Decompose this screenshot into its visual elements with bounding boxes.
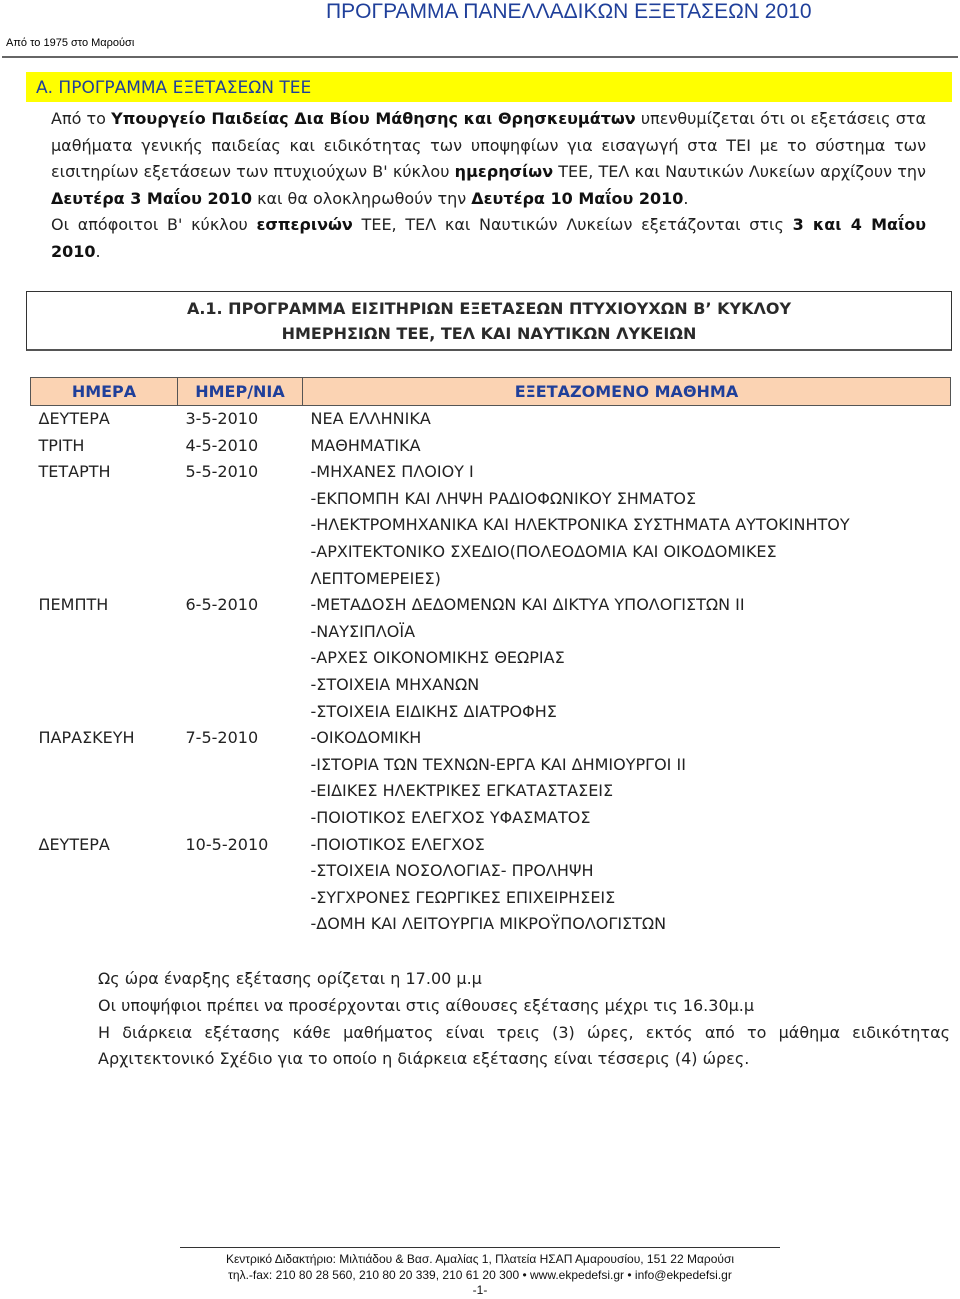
footer-divider — [180, 1247, 780, 1248]
row-day: ΔΕΥΤΕΡΑ — [38, 834, 110, 854]
row-day: ΤΕΤΑΡΤΗ — [38, 462, 111, 482]
intro-text — [51, 106, 926, 265]
day-school-term: ημερησίων — [454, 162, 554, 181]
subject-item: -ΣΤΟΙΧΕΙΑ ΕΙΔΙΚΗΣ ΔΙΑΤΡΟΦΗΣ — [310, 701, 557, 721]
intro-paragraph-2 — [51, 212, 926, 265]
intro-text-segment: . — [95, 241, 101, 261]
subject-item: -ΣΤΟΙΧΕΙΑ ΜΗΧΑΝΩΝ — [310, 674, 480, 694]
note-duration-exception: Αρχιτεκτονικό Σχέδιο για το οποίο η διάρκεια εξέτασης είναι τέσσερις (4) ώρες. — [98, 1049, 750, 1069]
row-subjects — [303, 433, 951, 460]
intro-text-segment: . — [683, 188, 689, 208]
table-row — [31, 725, 951, 831]
row-day: ΔΕΥΤΕΡΑ — [38, 409, 110, 428]
evening-school-term: εσπερινών — [256, 215, 353, 234]
row-subjects — [303, 406, 951, 433]
document-title: ΠΡΟΓΡΑΜΜΑ ΠΑΝΕΛΛΑΔΙΚΩΝ ΕΞΕΤΑΣΕΩΝ 2010 — [326, 0, 812, 23]
end-date: Δευτέρα 10 Μαΐου 2010 — [471, 188, 684, 208]
table-row — [31, 433, 951, 460]
subject-item: -ΕΙΔΙΚΕΣ ΗΛΕΚΤΡΙΚΕΣ ΕΓΚΑΤΑΣΤΑΣΕΙΣ — [310, 781, 614, 801]
start-date: Δευτέρα 3 Μαΐου 2010 — [51, 188, 252, 208]
section-a1-line-2: ΗΜΕΡΗΣΙΩΝ ΤΕΕ, ΤΕΛ ΚΑΙ ΝΑΥΤΙΚΩΝ ΛΥΚΕΙΩΝ — [281, 324, 697, 343]
row-date: 6-5-2010 — [185, 595, 259, 615]
table-row — [31, 832, 951, 938]
row-date: 4-5-2010 — [185, 435, 259, 455]
column-header-subject: ΕΞΕΤΑΖΟΜΕΝΟ ΜΑΘΗΜΑ — [303, 378, 951, 406]
subject-item: ΛΕΠΤΟΜΕΡΕΙΕΣ) — [310, 568, 441, 588]
column-header-date: ΗΜΕΡ/ΝΙΑ — [178, 378, 303, 406]
table-header-row — [31, 378, 951, 406]
note-arrival-time: Οι υποψήφιοι πρέπει να προσέρχονται στις αίθουσες εξέτασης μέχρι τις 16.30μ.μ — [98, 995, 755, 1015]
note-start-time: Ως ώρα έναρξης εξέτασης ορίζεται η 17.00 μ.μ — [98, 969, 482, 988]
row-subjects — [303, 592, 951, 725]
page-number: -1- — [472, 1283, 488, 1297]
subject-item: -ΙΣΤΟΡΙΑ ΤΩΝ ΤΕΧΝΩΝ-ΕΡΓΑ ΚΑΙ ΔΗΜΙΟΥΡΓΟΙ ΙΙ — [310, 754, 686, 774]
footer-address: Κεντρικό Διδακτήριο: Μιλτιάδου & Βασ. Αμαλίας 1, Πλατεία ΗΣΑΠ Αμαρουσίου, 151 22 Μαρούσι — [225, 1252, 735, 1266]
header-subtitle: Από το 1975 στο Μαρούσι — [6, 37, 135, 49]
row-date: 7-5-2010 — [185, 728, 259, 748]
table-row — [31, 592, 951, 725]
subject-item: -ΣΥΓΧΡΟΝΕΣ ΓΕΩΡΓΙΚΕΣ ΕΠΙΧΕΙΡΗΣΕΙΣ — [310, 887, 616, 907]
intro-text-segment: Οι απόφοιτοι Β' κύκλου — [51, 215, 257, 234]
row-day: ΠΕΜΠΤΗ — [38, 595, 109, 615]
table-row — [31, 459, 951, 592]
row-subjects — [303, 459, 951, 592]
row-day: ΠΑΡΑΣΚΕΥΗ — [38, 728, 135, 748]
page-footer — [0, 1252, 960, 1299]
row-subjects — [303, 832, 951, 938]
section-a1-line-1: Α.1. ΠΡΟΓΡΑΜΜΑ ΕΙΣΙΤΗΡΙΩΝ ΕΞΕΤΑΣΕΩΝ ΠΤΥΧΙΟΥΧΩΝ Β’ ΚΥΚΛΟΥ — [186, 299, 792, 318]
intro-text-segment: και θα ολοκληρωθούν την — [251, 188, 472, 208]
subject-item: -ΑΡΧΙΤΕΚΤΟΝΙΚΟ ΣΧΕΔΙΟ(ΠΟΛΕΟΔΟΜΙΑ ΚΑΙ ΟΙΚΟΔΟΜΙΚΕΣ — [310, 541, 777, 561]
intro-text-segment: Από το — [51, 109, 112, 128]
row-date: 10-5-2010 — [185, 834, 269, 854]
column-header-day: ΗΜΕΡΑ — [31, 378, 178, 406]
subject-item: -ΗΛΕΚΤΡΟΜΗΧΑΝΙΚΑ ΚΑΙ ΗΛΕΚΤΡΟΝΙΚΑ ΣΥΣΤΗΜΑΤΑ ΑΥΤΟΚΙΝΗΤΟΥ — [310, 515, 850, 535]
evening-dates: 3 και 4 Μαΐου 2010 — [51, 215, 927, 261]
subject-item: -ΕΚΠΟΜΠΗ ΚΑΙ ΛΗΨΗ ΡΑΔΙΟΦΩΝΙΚΟΥ ΣΗΜΑΤΟΣ — [310, 488, 697, 508]
table-row — [31, 406, 951, 433]
subject-item: -ΜΕΤΑΔΟΣΗ ΔΕΔΟΜΕΝΩΝ ΚΑΙ ΔΙΚΤΥΑ ΥΠΟΛΟΓΙΣΤΩΝ ΙΙ — [310, 595, 745, 615]
subject-item: ΜΑΘΗΜΑΤΙΚΑ — [310, 435, 421, 455]
section-a1-heading — [26, 291, 952, 351]
subject-item: -ΠΟΙΟΤΙΚΟΣ ΕΛΕΓΧΟΣ ΥΦΑΣΜΑΤΟΣ — [310, 807, 591, 827]
subject-item: -ΜΗΧΑΝΕΣ ΠΛΟΙΟΥ Ι — [310, 462, 474, 482]
header-divider — [2, 56, 958, 58]
exam-schedule-table — [30, 377, 951, 938]
subject-item: -ΔΟΜΗ ΚΑΙ ΛΕΙΤΟΥΡΓΙΑ ΜΙΚΡΟΫΠΟΛΟΓΙΣΤΩΝ — [310, 914, 667, 934]
subject-item: -ΝΑΥΣΙΠΛΟΪΑ — [310, 621, 416, 641]
subject-item: -ΟΙΚΟΔΟΜΙΚΗ — [310, 728, 422, 748]
ministry-name: Υπουργείο Παιδείας Δια Βίου Μάθησης και Θρησκευμάτων — [111, 109, 636, 128]
row-subjects — [303, 725, 951, 831]
intro-text-segment: ΤΕΕ, ΤΕΛ και Ναυτικών Λυκείων αρχίζουν την — [553, 162, 926, 181]
intro-paragraph-1 — [51, 106, 926, 212]
intro-text-segment: υπενθυμίζεται ότι οι εξετάσεις στα μαθήματα γενικής παιδείας και ειδικότητας των υποψηφίων για εισαγωγή στα ΤΕΙ με το σύστημα των εισιτηρίων εξετάσεων των πτυχιούχων Β' κύκλου — [51, 109, 927, 181]
section-a-heading: Α. ΠΡΟΓΡΑΜΜΑ ΕΞΕΤΑΣΕΩΝ ΤΕΕ — [26, 72, 952, 102]
row-day: ΤΡΙΤΗ — [38, 435, 85, 455]
subject-item: -ΠΟΙΟΤΙΚΟΣ ΕΛΕΓΧΟΣ — [310, 834, 485, 854]
row-date: 5-5-2010 — [185, 462, 259, 482]
subject-item: -ΣΤΟΙΧΕΙΑ ΝΟΣΟΛΟΓΙΑΣ- ΠΡΟΛΗΨΗ — [310, 861, 594, 881]
subject-item: -ΑΡΧΕΣ ΟΙΚΟΝΟΜΙΚΗΣ ΘΕΩΡΙΑΣ — [310, 648, 565, 668]
intro-text-segment: ΤΕΕ, ΤΕΛ και Ναυτικών Λυκείων εξετάζονται στις — [352, 215, 793, 234]
exam-notes — [98, 966, 950, 1073]
note-duration: Η διάρκεια εξέτασης κάθε μαθήματος είναι τρεις (3) ώρες, εκτός από το μάθημα ειδικότητας — [98, 1022, 950, 1042]
footer-contact: τηλ.-fax: 210 80 28 560, 210 80 20 339, 210 61 20 300 • www.ekpedefsi.gr • info@ekpedefsi.gr — [228, 1267, 732, 1282]
subject-item: ΝΕΑ ΕΛΛΗΝΙΚΑ — [310, 409, 431, 428]
row-date: 3-5-2010 — [185, 409, 259, 428]
